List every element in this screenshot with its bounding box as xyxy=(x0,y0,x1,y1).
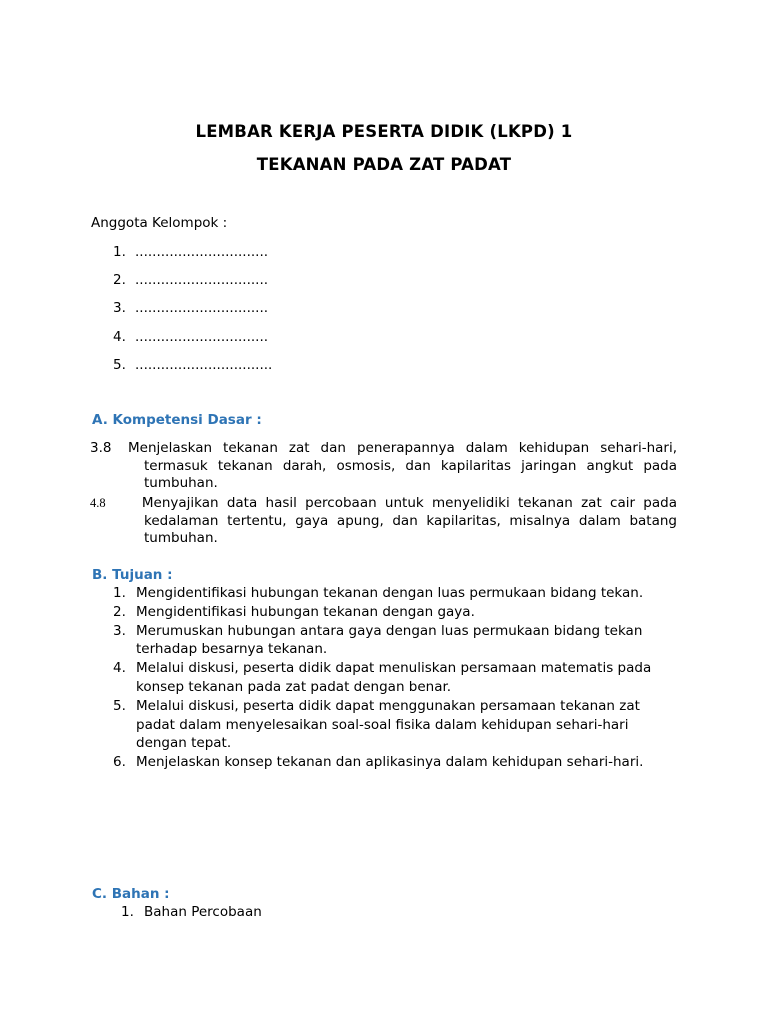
list-number: 4. xyxy=(113,660,126,677)
list-number: 5. xyxy=(113,697,126,714)
group-members-label: Anggota Kelompok : xyxy=(91,215,228,231)
list-item xyxy=(113,584,673,603)
goal-text: Mengidentifikasi hubungan tekanan dengan luas permukaan bidang tekan. xyxy=(136,585,644,601)
list-item xyxy=(113,243,272,271)
goals-list xyxy=(113,584,673,772)
goal-text: Menjelaskan konsep tekanan dan aplikasinya dalam kehidupan sehari-hari. xyxy=(136,754,644,771)
section-heading-bahan: C. Bahan : xyxy=(92,886,170,902)
member-blank: ............................... xyxy=(135,300,269,317)
list-number: 3. xyxy=(113,622,126,639)
list-number: 3. xyxy=(113,300,126,317)
material-text: Bahan Percobaan xyxy=(144,904,262,920)
member-blank: ................................ xyxy=(135,356,273,373)
competency-item: 3.8 Menjelaskan tekanan zat dan penerapannya dalam kehidupan sehari-hari, termasuk tekanan darah, osmosis, dan kapilaritas jaringan angkut pada tumbuhan. xyxy=(90,440,677,491)
list-number: 4. xyxy=(113,328,126,345)
goal-text: Melalui diskusi, peserta didik dapat menggunakan persamaan tekanan zat padat dalam menyelesaikan soal-soal fisika dalam kehidupan sehari-hari dengan tepat. xyxy=(136,697,640,752)
list-item xyxy=(113,356,272,384)
list-item xyxy=(113,603,673,622)
list-item xyxy=(113,753,673,772)
list-number: 1. xyxy=(113,244,126,260)
goal-text: Merumuskan hubungan antara gaya dengan luas permukaan bidang tekan terhadap besarnya tekanan. xyxy=(136,622,643,658)
competency-text: Menyajikan data hasil percobaan untuk menyelidiki tekanan zat cair pada kedalaman tertentu, gaya apung, dan kapilaritas, misalnya dalam batang tumbuhan. xyxy=(141,495,677,546)
list-item xyxy=(121,904,262,920)
list-number: 1. xyxy=(113,585,126,601)
list-item xyxy=(113,299,272,327)
list-item xyxy=(113,328,272,356)
list-number: 5. xyxy=(113,356,126,373)
list-item xyxy=(113,622,673,660)
goal-text: Melalui diskusi, peserta didik dapat menuliskan persamaan matematis pada konsep tekanan pada zat padat dengan benar. xyxy=(136,660,652,695)
goal-text: Mengidentifikasi hubungan tekanan dengan gaya. xyxy=(136,603,475,620)
group-members-list xyxy=(113,243,272,384)
section-heading-tujuan: B. Tujuan : xyxy=(92,567,173,583)
list-number: 6. xyxy=(113,754,126,771)
list-number: 1. xyxy=(121,904,134,920)
document-title: LEMBAR KERJA PESERTA DIDIK (LKPD) 1 xyxy=(195,122,573,141)
competency-item: 4.8 Menyajikan data hasil percobaan untuk menyelidiki tekanan zat cair pada kedalaman tertentu, gaya apung, dan kapilaritas, misalnya dalam batang tumbuhan. xyxy=(90,495,677,546)
member-blank: ............................... xyxy=(135,272,269,289)
list-number: 2. xyxy=(113,272,126,289)
list-number: 2. xyxy=(113,603,126,620)
section-heading-kompetensi-dasar: A. Kompetensi Dasar : xyxy=(92,412,262,428)
list-item xyxy=(113,271,272,299)
competency-text: Menjelaskan tekanan zat dan penerapannya dalam kehidupan sehari-hari, termasuk tekanan darah, osmosis, dan kapilaritas jaringan angkut pada tumbuhan. xyxy=(128,440,677,491)
list-item xyxy=(113,697,673,753)
member-blank: ............................... xyxy=(135,328,269,345)
member-blank: ............................... xyxy=(135,244,269,260)
document-subtitle: TEKANAN PADA ZAT PADAT xyxy=(256,155,512,174)
list-item xyxy=(113,659,673,697)
